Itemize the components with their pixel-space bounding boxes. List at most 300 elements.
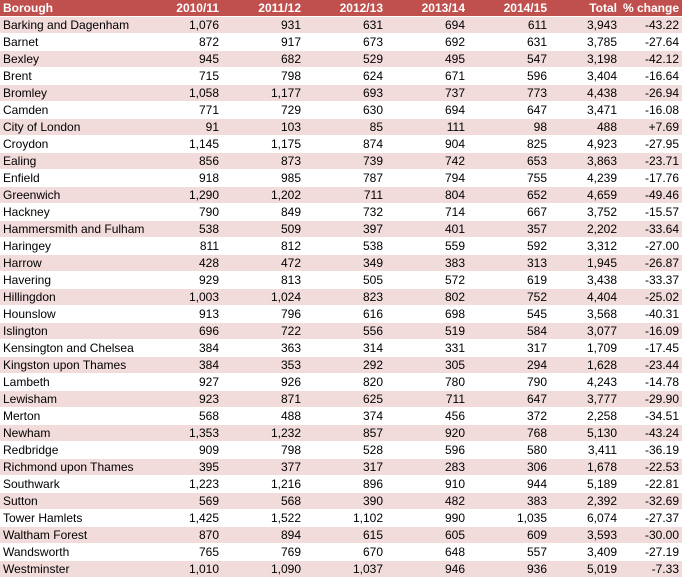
cell-y2014-15: 557 [468,544,550,561]
cell-y2011-12: 1,232 [222,425,304,442]
cell-y2013-14: 111 [386,119,468,136]
cell-pct-change: -33.37 [620,272,682,289]
cell-y2012-13: 374 [304,408,386,425]
cell-y2014-15: 306 [468,459,550,476]
cell-pct-change: -15.57 [620,204,682,221]
cell-y2011-12: 1,522 [222,510,304,527]
cell-y2011-12: 813 [222,272,304,289]
cell-pct-change: -49.46 [620,187,682,204]
cell-pct-change: -27.64 [620,34,682,51]
cell-y2012-13: 538 [304,238,386,255]
cell-total: 2,202 [550,221,620,238]
table-row [0,476,682,493]
cell-y2014-15: 647 [468,391,550,408]
table-row [0,442,682,459]
cell-y2014-15: 545 [468,306,550,323]
cell-pct-change: -30.00 [620,527,682,544]
column-header-pct-change[interactable]: % change [620,0,682,17]
cell-y2011-12: 729 [222,102,304,119]
cell-total: 4,404 [550,289,620,306]
cell-y2013-14: 283 [386,459,468,476]
cell-y2012-13: 397 [304,221,386,238]
cell-y2014-15: 1,035 [468,510,550,527]
cell-y2013-14: 482 [386,493,468,510]
table-row [0,323,682,340]
cell-y2014-15: 619 [468,272,550,289]
cell-y2013-14: 671 [386,68,468,85]
cell-y2012-13: 556 [304,323,386,340]
cell-total: 1,709 [550,340,620,357]
table-row [0,493,682,510]
cell-y2014-15: 755 [468,170,550,187]
cell-y2011-12: 1,090 [222,561,304,578]
cell-borough: Tower Hamlets [0,510,140,527]
table-row [0,306,682,323]
cell-y2012-13: 616 [304,306,386,323]
table-row [0,85,682,102]
cell-y2010-11: 927 [140,374,222,391]
table-row [0,289,682,306]
cell-borough: Bromley [0,85,140,102]
cell-y2011-12: 798 [222,68,304,85]
cell-y2014-15: 313 [468,255,550,272]
cell-y2011-12: 1,202 [222,187,304,204]
cell-y2010-11: 569 [140,493,222,510]
cell-y2013-14: 990 [386,510,468,527]
cell-borough: Islington [0,323,140,340]
table-row [0,357,682,374]
cell-pct-change: -22.53 [620,459,682,476]
cell-y2013-14: 383 [386,255,468,272]
cell-pct-change: -7.33 [620,561,682,578]
cell-y2013-14: 572 [386,272,468,289]
cell-y2011-12: 1,175 [222,136,304,153]
cell-borough: Bexley [0,51,140,68]
column-header-borough[interactable]: Borough [0,0,140,17]
cell-y2014-15: 652 [468,187,550,204]
cell-y2014-15: 592 [468,238,550,255]
cell-y2012-13: 693 [304,85,386,102]
table-row [0,425,682,442]
cell-y2013-14: 711 [386,391,468,408]
cell-y2010-11: 1,058 [140,85,222,102]
cell-y2012-13: 823 [304,289,386,306]
cell-y2011-12: 894 [222,527,304,544]
cell-pct-change: -16.08 [620,102,682,119]
cell-borough: Barnet [0,34,140,51]
cell-borough: Kingston upon Thames [0,357,140,374]
cell-y2012-13: 732 [304,204,386,221]
cell-borough: Croydon [0,136,140,153]
cell-y2014-15: 653 [468,153,550,170]
cell-y2014-15: 609 [468,527,550,544]
column-header-2013-14[interactable]: 2013/14 [386,0,468,17]
cell-y2010-11: 384 [140,340,222,357]
cell-y2011-12: 377 [222,459,304,476]
cell-pct-change: -34.51 [620,408,682,425]
cell-borough: Waltham Forest [0,527,140,544]
cell-y2011-12: 103 [222,119,304,136]
cell-borough: Haringey [0,238,140,255]
cell-y2011-12: 873 [222,153,304,170]
cell-pct-change: -36.19 [620,442,682,459]
cell-y2013-14: 714 [386,204,468,221]
cell-total: 4,923 [550,136,620,153]
table-row [0,408,682,425]
cell-y2011-12: 722 [222,323,304,340]
cell-y2014-15: 596 [468,68,550,85]
cell-y2012-13: 615 [304,527,386,544]
cell-borough: Kensington and Chelsea [0,340,140,357]
cell-borough: Greenwich [0,187,140,204]
cell-y2010-11: 384 [140,357,222,374]
cell-y2010-11: 1,353 [140,425,222,442]
column-header-2010-11[interactable]: 2010/11 [140,0,222,17]
cell-borough: Camden [0,102,140,119]
cell-y2013-14: 694 [386,17,468,34]
cell-pct-change: -16.64 [620,68,682,85]
cell-total: 4,659 [550,187,620,204]
cell-total: 3,471 [550,102,620,119]
cell-pct-change: -27.37 [620,510,682,527]
cell-y2011-12: 796 [222,306,304,323]
cell-y2011-12: 798 [222,442,304,459]
table-row [0,17,682,34]
cell-y2014-15: 294 [468,357,550,374]
cell-total: 3,568 [550,306,620,323]
cell-borough: Barking and Dagenham [0,17,140,34]
cell-y2012-13: 624 [304,68,386,85]
cell-pct-change: -26.87 [620,255,682,272]
column-header-2012-13[interactable]: 2012/13 [304,0,386,17]
cell-y2011-12: 871 [222,391,304,408]
cell-total: 5,189 [550,476,620,493]
cell-total: 4,438 [550,85,620,102]
cell-pct-change: +7.69 [620,119,682,136]
cell-total: 3,863 [550,153,620,170]
cell-y2013-14: 742 [386,153,468,170]
cell-pct-change: -26.94 [620,85,682,102]
table-row [0,221,682,238]
cell-pct-change: -32.69 [620,493,682,510]
cell-y2012-13: 314 [304,340,386,357]
cell-y2011-12: 353 [222,357,304,374]
cell-y2010-11: 872 [140,34,222,51]
cell-y2011-12: 568 [222,493,304,510]
table-row [0,187,682,204]
cell-borough: Enfield [0,170,140,187]
cell-y2012-13: 505 [304,272,386,289]
cell-total: 3,593 [550,527,620,544]
cell-total: 3,438 [550,272,620,289]
cell-y2014-15: 790 [468,374,550,391]
cell-y2013-14: 648 [386,544,468,561]
cell-pct-change: -25.02 [620,289,682,306]
cell-y2010-11: 428 [140,255,222,272]
cell-y2010-11: 909 [140,442,222,459]
cell-y2010-11: 918 [140,170,222,187]
table-row [0,136,682,153]
cell-total: 3,409 [550,544,620,561]
cell-y2010-11: 1,003 [140,289,222,306]
cell-borough: Harrow [0,255,140,272]
cell-y2014-15: 944 [468,476,550,493]
cell-y2014-15: 547 [468,51,550,68]
cell-y2014-15: 383 [468,493,550,510]
cell-y2013-14: 802 [386,289,468,306]
cell-y2014-15: 647 [468,102,550,119]
cell-y2013-14: 559 [386,238,468,255]
cell-y2011-12: 931 [222,17,304,34]
table-row [0,34,682,51]
column-header-2011-12[interactable]: 2011/12 [222,0,304,17]
cell-y2011-12: 769 [222,544,304,561]
cell-total: 3,752 [550,204,620,221]
header-row [0,0,682,17]
cell-y2014-15: 936 [468,561,550,578]
column-header-2014-15[interactable]: 2014/15 [468,0,550,17]
cell-y2012-13: 529 [304,51,386,68]
cell-y2011-12: 985 [222,170,304,187]
table-body [0,17,682,578]
cell-y2012-13: 292 [304,357,386,374]
cell-pct-change: -23.71 [620,153,682,170]
cell-borough: Hounslow [0,306,140,323]
cell-total: 1,678 [550,459,620,476]
cell-y2010-11: 1,076 [140,17,222,34]
cell-y2010-11: 1,425 [140,510,222,527]
cell-pct-change: -33.64 [620,221,682,238]
table-row [0,391,682,408]
cell-total: 3,785 [550,34,620,51]
cell-y2010-11: 696 [140,323,222,340]
table-row [0,119,682,136]
cell-y2013-14: 305 [386,357,468,374]
cell-y2014-15: 580 [468,442,550,459]
cell-pct-change: -27.19 [620,544,682,561]
table-row [0,102,682,119]
cell-y2012-13: 896 [304,476,386,493]
cell-pct-change: -17.76 [620,170,682,187]
table-row [0,561,682,578]
cell-y2013-14: 794 [386,170,468,187]
cell-borough: Lambeth [0,374,140,391]
cell-y2010-11: 929 [140,272,222,289]
cell-y2010-11: 771 [140,102,222,119]
cell-y2013-14: 804 [386,187,468,204]
cell-borough: Newham [0,425,140,442]
cell-y2013-14: 780 [386,374,468,391]
cell-borough: Westminster [0,561,140,578]
cell-y2014-15: 667 [468,204,550,221]
cell-y2013-14: 519 [386,323,468,340]
cell-y2010-11: 923 [140,391,222,408]
cell-total: 3,411 [550,442,620,459]
table-row [0,204,682,221]
cell-pct-change: -17.45 [620,340,682,357]
cell-borough: Merton [0,408,140,425]
table-row [0,272,682,289]
cell-y2014-15: 768 [468,425,550,442]
cell-y2013-14: 495 [386,51,468,68]
table-row [0,255,682,272]
cell-y2011-12: 917 [222,34,304,51]
cell-pct-change: -23.44 [620,357,682,374]
cell-y2013-14: 737 [386,85,468,102]
cell-y2012-13: 625 [304,391,386,408]
cell-borough: Richmond upon Thames [0,459,140,476]
table-row [0,527,682,544]
cell-borough: Brent [0,68,140,85]
cell-y2013-14: 698 [386,306,468,323]
cell-y2013-14: 331 [386,340,468,357]
table-row [0,170,682,187]
table-row [0,68,682,85]
cell-y2010-11: 1,223 [140,476,222,493]
cell-y2014-15: 825 [468,136,550,153]
cell-y2013-14: 910 [386,476,468,493]
cell-y2012-13: 630 [304,102,386,119]
cell-borough: Southwark [0,476,140,493]
cell-y2012-13: 857 [304,425,386,442]
cell-y2010-11: 856 [140,153,222,170]
cell-pct-change: -27.95 [620,136,682,153]
cell-borough: Lewisham [0,391,140,408]
cell-y2013-14: 694 [386,102,468,119]
cell-y2011-12: 682 [222,51,304,68]
cell-total: 4,239 [550,170,620,187]
cell-total: 2,258 [550,408,620,425]
cell-y2012-13: 820 [304,374,386,391]
cell-y2012-13: 874 [304,136,386,153]
cell-total: 488 [550,119,620,136]
table-row [0,544,682,561]
cell-y2013-14: 692 [386,34,468,51]
cell-y2010-11: 1,010 [140,561,222,578]
cell-borough: Ealing [0,153,140,170]
cell-borough: Hillingdon [0,289,140,306]
cell-y2014-15: 317 [468,340,550,357]
cell-y2012-13: 739 [304,153,386,170]
cell-pct-change: -43.24 [620,425,682,442]
cell-y2012-13: 711 [304,187,386,204]
cell-y2010-11: 538 [140,221,222,238]
cell-y2010-11: 945 [140,51,222,68]
cell-y2013-14: 456 [386,408,468,425]
cell-y2014-15: 357 [468,221,550,238]
cell-total: 3,404 [550,68,620,85]
cell-y2010-11: 913 [140,306,222,323]
cell-y2012-13: 349 [304,255,386,272]
cell-total: 3,312 [550,238,620,255]
cell-y2012-13: 787 [304,170,386,187]
cell-y2010-11: 715 [140,68,222,85]
table-row [0,238,682,255]
cell-pct-change: -14.78 [620,374,682,391]
cell-y2013-14: 946 [386,561,468,578]
cell-y2013-14: 401 [386,221,468,238]
cell-pct-change: -40.31 [620,306,682,323]
cell-y2010-11: 568 [140,408,222,425]
cell-y2011-12: 1,024 [222,289,304,306]
cell-borough: Hammersmith and Fulham [0,221,140,238]
cell-y2013-14: 605 [386,527,468,544]
cell-y2014-15: 98 [468,119,550,136]
cell-total: 3,777 [550,391,620,408]
cell-borough: Havering [0,272,140,289]
cell-borough: City of London [0,119,140,136]
table-row [0,510,682,527]
cell-pct-change: -27.00 [620,238,682,255]
cell-y2010-11: 811 [140,238,222,255]
cell-total: 1,945 [550,255,620,272]
cell-total: 2,392 [550,493,620,510]
table-row [0,153,682,170]
cell-y2012-13: 528 [304,442,386,459]
cell-borough: Redbridge [0,442,140,459]
cell-y2012-13: 1,102 [304,510,386,527]
cell-y2010-11: 91 [140,119,222,136]
column-header-total[interactable]: Total [550,0,620,17]
cell-y2012-13: 390 [304,493,386,510]
cell-y2010-11: 395 [140,459,222,476]
cell-borough: Wandsworth [0,544,140,561]
table-row [0,374,682,391]
cell-y2012-13: 317 [304,459,386,476]
cell-y2013-14: 920 [386,425,468,442]
cell-total: 3,077 [550,323,620,340]
cell-pct-change: -22.81 [620,476,682,493]
cell-y2013-14: 904 [386,136,468,153]
cell-total: 1,628 [550,357,620,374]
cell-y2011-12: 926 [222,374,304,391]
cell-y2010-11: 1,290 [140,187,222,204]
cell-y2014-15: 752 [468,289,550,306]
cell-borough: Sutton [0,493,140,510]
cell-pct-change: -16.09 [620,323,682,340]
cell-y2012-13: 85 [304,119,386,136]
cell-y2014-15: 611 [468,17,550,34]
cell-y2011-12: 488 [222,408,304,425]
cell-y2012-13: 670 [304,544,386,561]
cell-total: 5,019 [550,561,620,578]
cell-y2010-11: 870 [140,527,222,544]
cell-y2011-12: 509 [222,221,304,238]
table-row [0,459,682,476]
cell-y2011-12: 849 [222,204,304,221]
cell-y2013-14: 596 [386,442,468,459]
cell-total: 5,130 [550,425,620,442]
cell-y2010-11: 765 [140,544,222,561]
cell-y2010-11: 790 [140,204,222,221]
cell-y2014-15: 372 [468,408,550,425]
cell-pct-change: -42.12 [620,51,682,68]
cell-total: 3,198 [550,51,620,68]
cell-y2012-13: 1,037 [304,561,386,578]
cell-pct-change: -29.90 [620,391,682,408]
cell-y2011-12: 363 [222,340,304,357]
cell-y2014-15: 631 [468,34,550,51]
cell-pct-change: -43.22 [620,17,682,34]
cell-y2011-12: 812 [222,238,304,255]
cell-y2011-12: 1,216 [222,476,304,493]
cell-borough: Hackney [0,204,140,221]
cell-y2011-12: 1,177 [222,85,304,102]
cell-total: 3,943 [550,17,620,34]
cell-y2012-13: 673 [304,34,386,51]
cell-y2014-15: 584 [468,323,550,340]
cell-total: 6,074 [550,510,620,527]
